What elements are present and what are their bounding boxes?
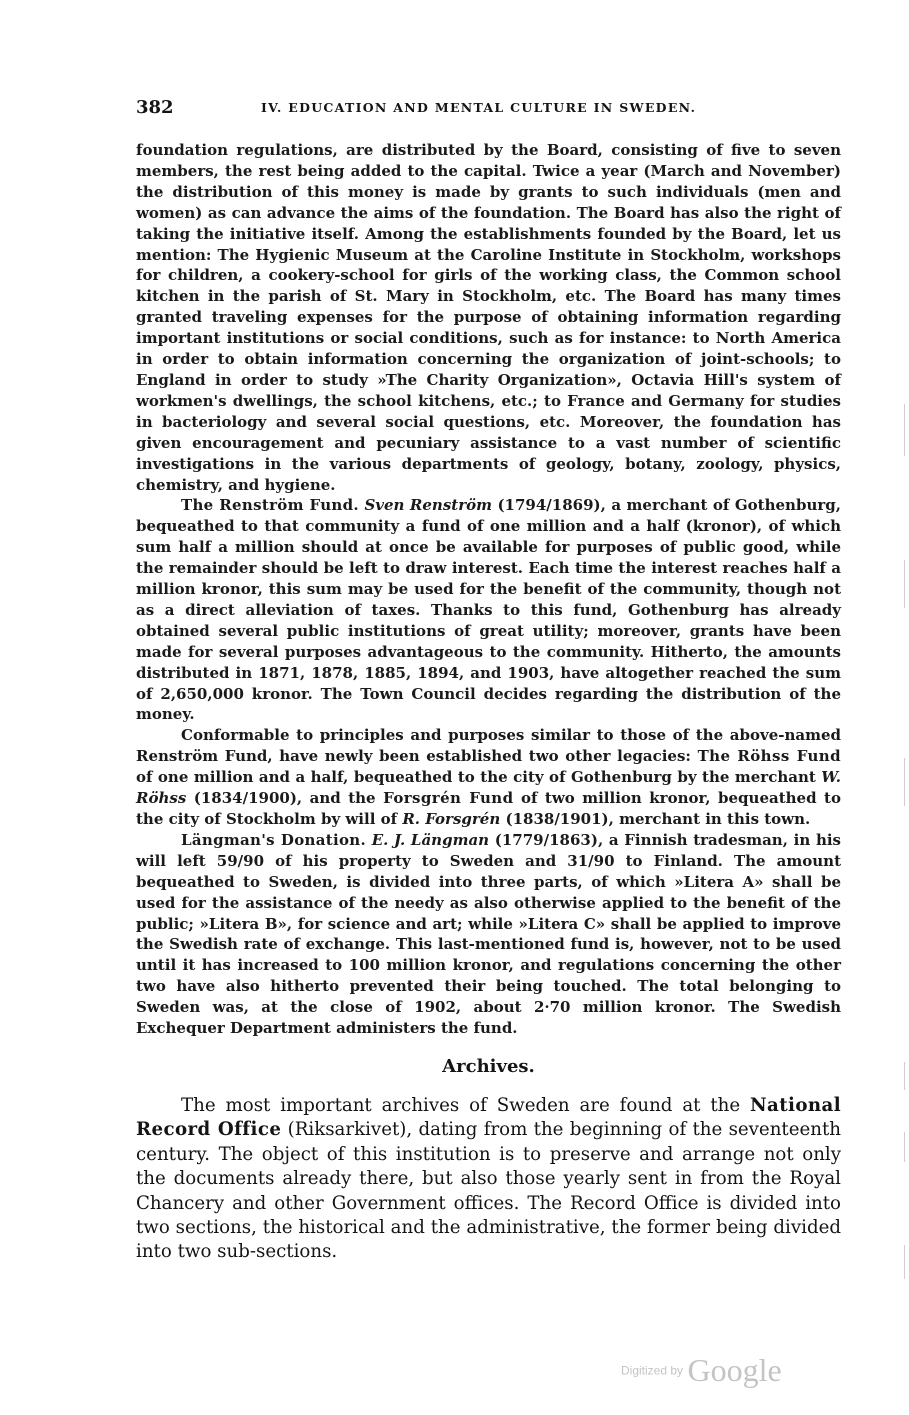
langman-heading: Längman's Donation. [181, 830, 366, 849]
archives-text-a: The most important archives of Sweden are found at the [181, 1095, 751, 1116]
google-logo-text: Google [687, 1352, 782, 1388]
main-text [136, 140, 841, 1039]
langman-text-a: (1779/1863), a Finnish tradesman, in his will left [136, 830, 841, 870]
paragraph-archives [136, 1094, 841, 1265]
langman-text-b: of his property to Sweden and [264, 851, 568, 870]
archives-section [136, 1094, 841, 1265]
running-head: IV. EDUCATION AND MENTAL CULTURE IN SWEDEN. [261, 100, 697, 115]
margin-line [904, 404, 905, 456]
page-header [136, 97, 841, 121]
legacies-text-e: (1838/1901), merchant in this town. [500, 810, 811, 828]
renstrom-fund-heading: The Renström Fund. [181, 496, 359, 515]
archives-text-b: (Riksarkivet), dating from the beginning of the seventeenth century. The object of this institution is to preserve and arrange not only the documents already there, but also those yearly sent in from the Royal Chancery and other Government offices. The Record Office is divided into two sections, the historical and the administrative, the former being divided into two sub-sections. [136, 1119, 841, 1263]
fraction-finland: 31/90 [567, 851, 615, 870]
archives-heading: Archives. [442, 1056, 535, 1077]
paragraph-foundation: foundation regulations, are distributed by the Board, consisting of five to seven members, the rest being added to the capital. Twice a year (March and November) the distribution of this money is made by grants to such individuals (men and women) as can advance the aims of the foundation. The Board has also the right of taking the initiative itself. Among the establishments founded by the Board, let us mention: The Hygienic Museum at the Caroline Institute in Stockholm, workshops for children, a cookery-school for girls of the working class, the Common school kitchen in the parish of St. Mary in Stockholm, etc. The Board has many times granted traveling expenses for the purpose of obtaining information regarding important institutions or social conditions, such as for instance: to North America in order to obtain information concerning the organization of joint-schools; to England in order to study »The Charity Organization», Octavia Hill's system of workmen's dwellings, the school kitchens, etc.; to France and Germany for studies in bacteriology and several social questions, etc. Moreover, the foundation has given encouragement and pecuniary assistance to a vast number of scientific investigations in the various departments of geology, botany, zoology, physics, chemistry, and hygiene. [136, 141, 841, 494]
forsgren-fund-name: Forsgrén Fund [383, 789, 514, 808]
fraction-sweden: 59/90 [216, 851, 265, 870]
legacies-text-d: of two million kronor, bequeathed to the city of Stockholm by will of [136, 789, 841, 828]
margin-line [904, 1245, 905, 1279]
paragraph-other-legacies [136, 725, 841, 830]
margin-line [904, 1132, 905, 1162]
paragraph-renstrom-fund [136, 495, 841, 725]
langman-text-c: to Finland. The amount bequeathed to Sweden, is divided into three parts, of which »Litera A» shall be used for the assistance of the needy as also otherwise applied to the benefit of the public; »Litera B», for science and art; while »Litera C» shall be applied to improve the Swedish rate of exchange. This last-mentioned fund is, however, not to be used until it has increased to 100 million kronor, and regulations concerning the other two have also hitherto prevented their being touched. The total belonging to Sweden was, at the close of 1902, about 2·70 million kronor. The Swedish Exchequer Department administers the fund. [136, 851, 841, 1038]
page-number: 382 [136, 97, 174, 118]
legacies-text-c: (1834/1900), and the [186, 789, 384, 808]
legacies-text-b: of one million and a half, bequeathed to the city of Gothenburg by the merchant [136, 768, 822, 787]
national-record-office: National Record Office [136, 1095, 841, 1141]
margin-line [904, 758, 905, 806]
margin-line [904, 560, 905, 608]
digitized-by-google-watermark [621, 1352, 782, 1389]
watermark-prefix: Digitized by [621, 1363, 684, 1378]
paragraph-langman-donation [136, 830, 841, 1039]
renstrom-name: Sven Renström [364, 496, 492, 515]
legacies-text-a: Conformable to principles and purposes similar to those of the above-named Renström Fund, have newly been established two other legacies: [136, 726, 841, 766]
rohss-fund-name: The Röhss Fund [697, 747, 841, 766]
renstrom-text: (1794/1869), a merchant of Gothenburg, bequeathed to that community a fund of one million and a half (kronor), of which sum half a million should at once be available for purposes of public good, while the remainder should be left to draw interest. Each time the interest reaches half a million kronor, this sum may be used for the benefit of the community, though not as a direct alleviation of taxes. Thanks to this fund, Gothenburg has already obtained several public institutions of great utility; moreover, grants have been made for several purposes advantageous to the community. Hitherto, the amounts distributed in 1871, 1878, 1885, 1894, and 1903, have altogether reached the sum of 2,650,000 kronor. The Town Council decides regarding the distribution of the money. [136, 496, 841, 724]
w-rohss-name: W. Röhss [136, 768, 841, 808]
r-forsgren-name: R. Forsgrén [402, 810, 501, 828]
margin-line [904, 1062, 905, 1090]
langman-name: E. J. Längman [371, 830, 490, 849]
